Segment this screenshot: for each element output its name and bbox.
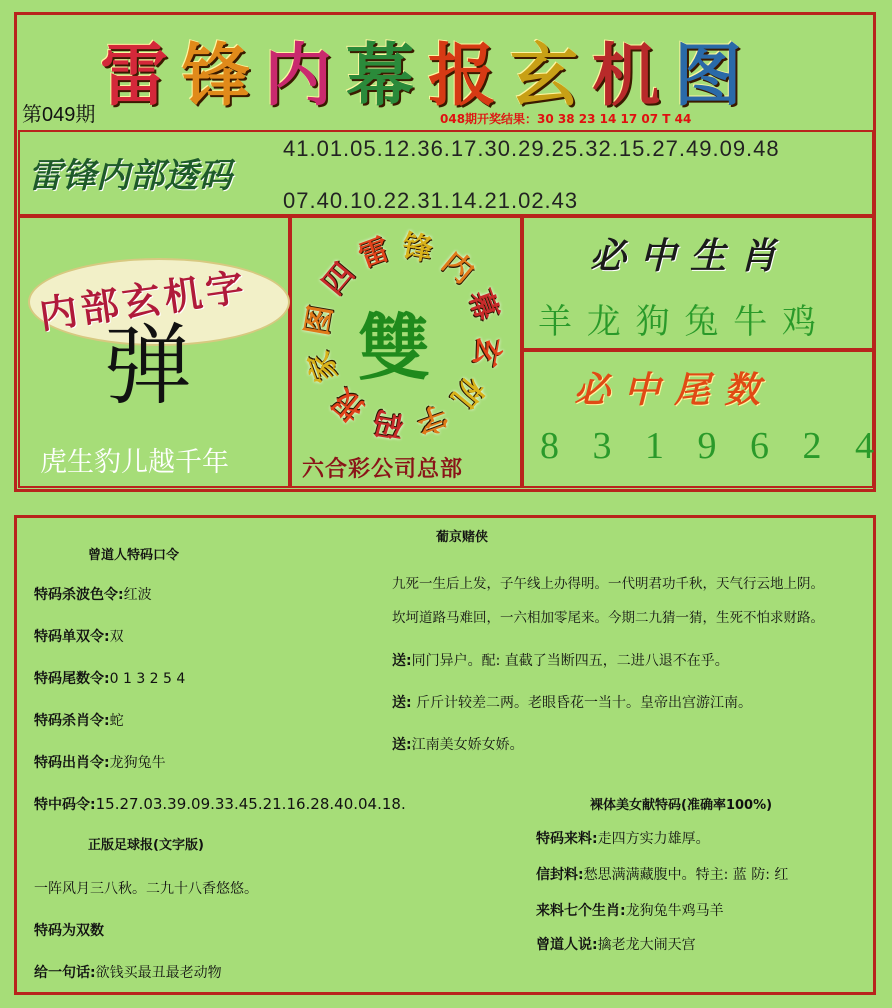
ring-char: 四	[315, 256, 362, 302]
right-line	[536, 900, 724, 920]
title-char: 报	[428, 36, 497, 116]
left-line-value: 龙狗兔牛	[109, 755, 166, 771]
ring-char: 字	[411, 397, 453, 441]
left-hint-label: 给一句话:	[34, 965, 96, 981]
right-section2-title: 裸体美女献特码(准确率100%)	[590, 798, 773, 813]
right-line-label: 信封料:	[536, 867, 584, 883]
ring-char: 玄	[466, 333, 507, 370]
title-char: 机	[592, 36, 661, 116]
left-line-value: 蛇	[109, 713, 124, 729]
left-poem: 一阵风月三八秋。二九十八香悠悠。	[34, 881, 258, 897]
left-badge: 内部玄机字	[36, 263, 251, 338]
zodiac-title: 必中生肖	[590, 235, 791, 277]
left-big-char: 弹	[104, 314, 193, 417]
left-hint-value: 欲钱买最丑最老动物	[95, 965, 222, 981]
left-line	[34, 584, 152, 604]
send-value: 江南美女娇女娇。	[411, 737, 524, 753]
right-section-title: 葡京赌侠	[436, 530, 489, 545]
right-line-value: 愁思满满藏腹中。特主: 蓝 防: 红	[583, 867, 789, 883]
send-line	[392, 650, 729, 670]
title-char: 雷	[100, 36, 169, 116]
right-poem-line-1: 九死一生后上发，子午线上办得明。一代明君功千秋，天气行云地上阴。	[392, 576, 824, 592]
code-line-2: 07.40.10.22.31.14.21.02.43	[283, 188, 579, 213]
left-section-title: 曾道人特码口令	[88, 548, 180, 563]
left-line-label: 特码杀肖令:	[34, 713, 110, 729]
code-label: 雷锋内部透码	[28, 156, 232, 196]
title-char: 锋	[182, 36, 251, 116]
middle-center-char: 雙	[358, 305, 431, 390]
ring-char: 幕	[460, 285, 504, 326]
left-line	[34, 710, 124, 730]
left-line-value: 15.27.03.39.09.33.45.21.16.28.40.04.18.	[95, 795, 406, 813]
code-line-1: 41.01.05.12.36.17.30.29.25.32.15.27.49.09.48	[283, 136, 780, 161]
send-line	[392, 734, 524, 754]
right-line-value: 走四方实力雄厚。	[597, 831, 710, 847]
left-caption: 虎生豹儿越千年	[40, 447, 229, 478]
left-line-label: 特码尾数令:	[34, 671, 110, 687]
left-line	[34, 752, 166, 772]
right-line	[536, 828, 710, 848]
send-label: 送:	[392, 653, 412, 669]
left-line-value: 双	[109, 629, 124, 645]
left-line-label: 特码出肖令:	[34, 755, 110, 771]
ring-char: 码	[370, 403, 407, 443]
left-line	[34, 626, 124, 646]
send-label: 送:	[392, 737, 412, 753]
issue-number: 第049期	[22, 104, 96, 126]
send-label: 送:	[392, 695, 412, 711]
send-value: 同门异户。配: 直截了当断四五，二进八退不在乎。	[411, 653, 729, 669]
right-line	[536, 864, 788, 884]
left-line	[34, 794, 406, 814]
title-char: 内	[264, 36, 333, 116]
ring-char: 内	[434, 245, 480, 292]
left-parity: 特码为双数	[34, 923, 104, 939]
ring-char: 锋	[399, 228, 436, 269]
left-line-value: 0 1 3 2 5 4	[109, 671, 186, 687]
left-line-label: 特码杀波色令:	[34, 587, 124, 603]
tail-title: 必中尾数	[574, 369, 775, 411]
tail-digits: 8 3 1 9 6 2 4	[540, 425, 886, 467]
right-line	[536, 934, 696, 954]
title-char: 玄	[510, 36, 579, 116]
ring-char: 雷	[353, 231, 395, 275]
zodiac-list: 羊 龙 狗 兔 牛 鸡	[538, 302, 819, 342]
title-char: 幕	[346, 36, 415, 116]
right-line-label: 来料七个生肖:	[536, 903, 626, 919]
ring-char: 报	[325, 380, 372, 427]
left-line-label: 特中码令:	[34, 797, 96, 813]
left-line-label: 特码单双令:	[34, 629, 110, 645]
title-char: 图	[674, 36, 743, 116]
send-line	[392, 692, 752, 712]
left-line	[34, 668, 185, 688]
right-line-label: 曾道人说:	[536, 937, 598, 953]
ring-char: 图	[299, 302, 340, 339]
right-line-label: 特码来料:	[536, 831, 598, 847]
left-line-value: 红波	[123, 587, 152, 603]
middle-footer: 六合彩公司总部	[302, 456, 464, 482]
left-hint	[34, 962, 222, 982]
left-section2-title: 正版足球报(文字版)	[88, 838, 204, 853]
right-line-value: 擒老龙大闹天宫	[597, 937, 696, 953]
ring-char: 家	[302, 346, 346, 387]
ring-char: 机	[444, 370, 491, 416]
right-line-value: 龙狗兔牛鸡马羊	[625, 903, 724, 919]
previous-result: 048期开奖结果：30 38 23 14 17 07 T 44	[440, 112, 692, 126]
send-value: 斤斤计较差二两。老眼昏花一当十。皇帝出宫游江南。	[411, 695, 753, 711]
right-poem-line-2: 坎坷道路马难回，一六相加零尾来。今期二九猜一猜，生死不怕求财路。	[392, 610, 824, 626]
